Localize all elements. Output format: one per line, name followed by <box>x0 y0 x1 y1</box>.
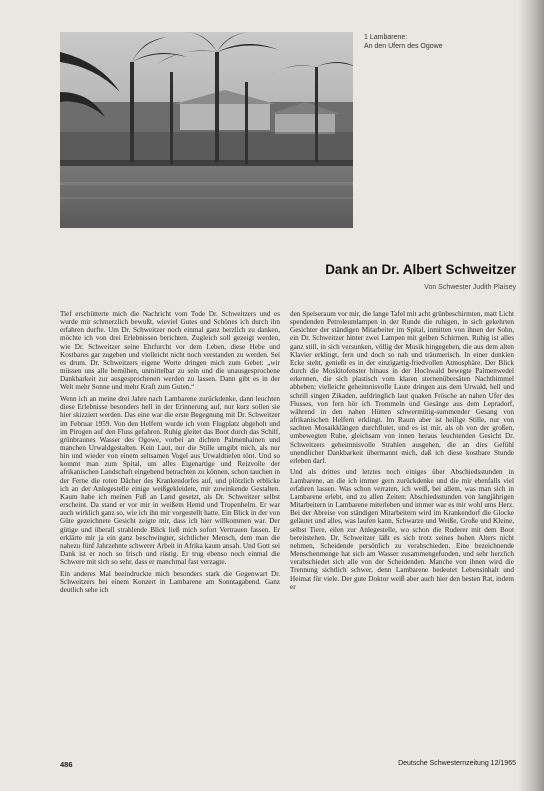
right-text-column <box>290 310 514 594</box>
publication-name: Deutsche Schwesternzeitung 12/1965 <box>398 760 516 767</box>
paragraph: Und als drittes und letztes noch einiges über Abschiedsstunden in Lambarene, an die ich immer gern zurückdenke und die mir ebenfalls viel erfahren lassen. Was schon verraten, ich weiß, bei allem, was man sich in Lambarene erlebt, und zu allen Zeiten: Abschiedsstunden von langjährigen Mitarbeitern in Lambarene miterleben und immer war es mir wohl ums Herz. Bei der Abreise von ständigen Mitarbeitern wird im Krankendorf die Glocke geläutet und alles, was laufen kann, Schwarze und Weiße, Große und Kleine, selbst Tiere, eilen zur Anlegestelle, wo schon die Ruderer mit dem Boot bereitstehen. Dr. Schweitzer läßt es sich trotz seines hohen Alters nicht nehmen, Scheidende persönlich zu verabschieden. Eine bezeichnende Menschenmenge hat sich am Wasser zusammengefunden, und sehr herzlich verabschiedet sich alle von der Scheidenden. Manche von ihnen wird die Trennung sichtlich schwer, denn Lambarene bedeutet Lebensinhalt und Heimat für viele. Der gute Doktor weiß aber auch hier den besten Rat, indem er <box>290 468 514 591</box>
paragraph: Wenn ich an meine drei Jahre nach Lambarene zurückdenke, dann leuchten diese Erlebnisse besonders hell in der Erinnerung auf, nur kurz sollen sie hier skizziert werden. Das eine war die erste Begegnung mit Dr. Schweitzer im Februar 1959. Von den Helfern wurde ich vom Flugplatz abgeholt und im Pirogen auf den Fluss gefahren. Ruhig gleitet das Boot durch das Schilf, grünbraunes Wasser des Ogowe, vorbei an dichten Palmenhainen und manchen Urwaldgestalten. Kein Laut, nur die Stille umgibt mich, als nur hin und wieder von einem seltsamen Vogel aus Urwaldtiefen tönt. Und so kommt man zum Spital, um alles Eigenartige und Reizvolle der afrikanischen Landschaft eingehend betrachten zu können, schon tauchen in der Ferne die roten Dächer des Krankendorfes auf, und plötzlich erblicke ich an der Anlegestelle einige weißgekleidete, mir zuwinkende Gestalten. Kaum habe ich meinen Fuß an Land gesetzt, als Dr. Schweitzer selbst erscheint. Da stand er vor mir in weißem Hemd und Tropenhelm. Er war auch wirklich ganz so, wie ich ihn mir vorgestellt hatte. Ein Blick in der von Güte gezeichnete Gesicht zeigte mir, dass ich hier willkommen war. Der gütige und überall strahlende Blick ließ mich sofort Vertrauen fassen. Er erklärte mir ja ein ganz beschwingter, sichtlicher Mensch, dem man die nahezu fünf Jahrzehnte schwerer Arbeit in Afrika kaum ansah. Und Gott sei Dank ist er noch so frisch und rüstig. Er trug ebenso noch einmal die Schwere mit sich so sehr, dass er manchmal fast verzagte. <box>60 395 280 567</box>
paragraph: Tief erschütterte mich die Nachricht vom Tode Dr. Schweitzers und es wurde mir schmerzlich bewußt, wieviel Gutes und Schönes ich durch ihn erfahren durfte. Um Dr. Schweitzer noch einmal ganz herzlich zu danken, möchte ich von drei Erlebnissen berichten. Zugleich soll gezeigt werden, wie Dr. Schweitzer seine Ehrfurcht vor dem Leben, diese Hebe und Kostbares gar zugeben und vielleicht nicht noch verstanden zu werden. Sei es drum. Dr. Schweitzers eigene Worte dringen mich zum Gebet: „wir müssen uns alle bemühen, unmittelbar zu sein und die unausgesprochene Dankbarkeit zur ausgesprochenen werden zu lassen. Dann gibt es in der Welt mehr Sonne und mehr Kraft zum Guten.“ <box>60 310 280 392</box>
article-title: Dank an Dr. Albert Schweitzer <box>325 262 516 277</box>
riverbank-palms-image <box>60 32 353 228</box>
photo-caption <box>364 33 514 51</box>
caption-line-2: An den Ufern des Ogowe <box>364 43 443 50</box>
caption-line-1: 1 Lambarene: <box>364 34 408 41</box>
page-number: 486 <box>60 760 73 769</box>
paragraph: den Speiseraum vor mir, die lange Tafel mit acht grünbeschirmten, matt Licht spendenden Petroleumlampen in der Runde die ruhigen, in sich gekehrten Gesichter der ständigen Mitarbeiter im Spital, inmitten von ihnen der Sohn, ein Dr. Schweitzer hinter zwei Lampen mit gelben Schirmen. Ruhig ist alles ganz still, in sich versunken, völlig der Musik hingegeben, die aus dem alten Klavier erklingt, fern und doch so nah und träumerisch. In einer dunklen Ecke steht, genießt es in der einzigartig-friedvollen Atmosphäre. Der Blick durch die Moskitofenster hinaus in der Hochwald bewegte Palmenwedel erkennen, die sich plastisch vom klaren sternenübersäten Nachthimmel abheben; vielleicht geheimnisvolle Laute dringen aus dem Urwald, hell und schrill singen Zikaden, aufdringlich laut quaken Frösche an nahen Ufer des Flusses, von fern hör ich Trommeln und Gesänge aus dem Lepradorf, während in den nahen Hütten schwermütig-summender Gesang von afrikanischen Helfern erklingt. Im Raum aber ist heilige Stille, nur von sachten Mosaikklängen durchflutet, und es ist mir, als ob von der großen, umbewegten Ruhe, gleichsam von innen heraus leuchtenden Gesicht Dr. Schweitzers geheimnisvolle Strahlen ausgehen, die an dies Gefühl unendlicher Dankbarkeit übermannt mich, daß ich diese kostbare Stunde erleben darf. <box>290 310 514 465</box>
page-edge-shadow <box>518 0 544 791</box>
left-text-column <box>60 310 280 598</box>
article-byline: Von Schwester Judith Plaisey <box>424 284 516 291</box>
paragraph: Ein anderes Mal beeindruckte mich besonders stark die Gegenwart Dr. Schweitzers bei einem Konzert in Lambarene am Sonntagabend. Ganz deutlich sehe ich <box>60 569 280 595</box>
lambarene-photo <box>60 32 353 228</box>
